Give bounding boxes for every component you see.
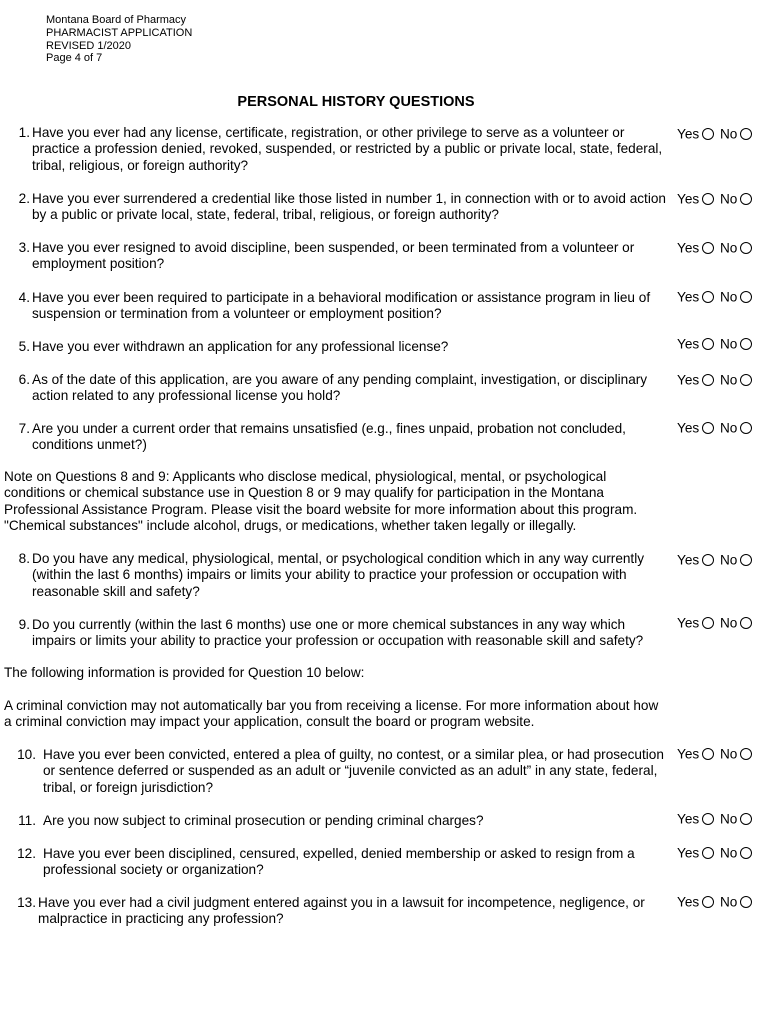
question-text: As of the date of this application, are you aware of any pending complaint, investigation, or disciplinary action related to any professional license you hold? bbox=[32, 372, 648, 404]
no-label: No bbox=[719, 372, 738, 388]
answer-3 bbox=[677, 240, 754, 256]
no-radio[interactable] bbox=[740, 128, 752, 140]
no-radio[interactable] bbox=[740, 193, 752, 205]
yes-radio[interactable] bbox=[702, 128, 714, 140]
no-radio[interactable] bbox=[740, 896, 752, 908]
question-text: Do you have any medical, physiological, mental, or psychological condition which in any way currently (within the last 6 months) impairs or limits your ability to practice your profession or occupation with reasonable skill and safety? bbox=[32, 551, 645, 599]
answer-6 bbox=[677, 372, 754, 388]
page-title: PERSONAL HISTORY QUESTIONS bbox=[237, 94, 475, 110]
question-text: Have you ever been disciplined, censured, expelled, denied membership or asked to resign from a professional society or organization? bbox=[43, 846, 635, 878]
yes-label: Yes bbox=[677, 126, 700, 142]
question-text: Have you ever resigned to avoid discipline, been suspended, or been terminated from a volunteer or employment position? bbox=[32, 240, 635, 272]
yes-label: Yes bbox=[677, 191, 700, 207]
yes-label: Yes bbox=[677, 420, 700, 436]
question-text: Have you ever been convicted, entered a plea of guilty, no contest, or a similar plea, or had prosecution or sentence deferred or suspended as an adult or “juvenile convicted as an adult” in any state, federal, tribal, or foreign jurisdiction? bbox=[43, 747, 664, 795]
answer-8 bbox=[677, 552, 754, 568]
no-radio[interactable] bbox=[740, 242, 752, 254]
yes-radio[interactable] bbox=[702, 422, 714, 434]
yes-radio[interactable] bbox=[702, 813, 714, 825]
no-label: No bbox=[719, 191, 738, 207]
yes-radio[interactable] bbox=[702, 374, 714, 386]
question-number: 5. bbox=[18, 339, 30, 354]
question-number: 8. bbox=[18, 551, 30, 566]
question-number: 13. bbox=[17, 895, 36, 910]
question-text: Have you ever surrendered a credential like those listed in number 1, in connection with or to avoid action by a public or private local, state, federal, tribal, religious, or foreign authority? bbox=[32, 191, 666, 223]
note-question-10-intro: The following information is provided for Question 10 below: bbox=[4, 665, 365, 680]
header-revision: REVISED 1/2020 bbox=[46, 39, 131, 52]
question-text: Are you under a current order that remains unsatisfied (e.g., fines unpaid, probation not concluded, conditions unmet?) bbox=[32, 421, 626, 453]
yes-label: Yes bbox=[677, 240, 700, 256]
question-number: 2. bbox=[18, 191, 30, 206]
yes-radio[interactable] bbox=[702, 896, 714, 908]
form-header bbox=[46, 14, 192, 65]
question-number: 6. bbox=[18, 372, 30, 387]
yes-radio[interactable] bbox=[702, 242, 714, 254]
yes-label: Yes bbox=[677, 845, 700, 861]
question-number: 3. bbox=[18, 240, 30, 255]
yes-radio[interactable] bbox=[702, 338, 714, 350]
question-text: Have you ever been required to participate in a behavioral modification or assistance program in lieu of suspension or termination from a volunteer or employment position? bbox=[32, 290, 651, 322]
answer-7 bbox=[677, 420, 754, 436]
note-questions-8-9: Note on Questions 8 and 9: Applicants who disclose medical, physiological, mental, or psychological conditions or chemical substance use in Question 8 or 9 may qualify for participation in the Montana Professional Assistance Program. Please visit the board website for more information about this program. "Chemical substances" include alcohol, drugs, or medications, whether taken legally or illegally. bbox=[4, 469, 638, 534]
no-label: No bbox=[719, 552, 738, 568]
yes-radio[interactable] bbox=[702, 617, 714, 629]
yes-radio[interactable] bbox=[702, 748, 714, 760]
yes-radio[interactable] bbox=[702, 193, 714, 205]
header-board: Montana Board of Pharmacy bbox=[46, 14, 187, 26]
question-text: Have you ever withdrawn an application for any professional license? bbox=[32, 339, 449, 354]
no-label: No bbox=[719, 240, 738, 256]
header-form-name: PHARMACIST APPLICATION bbox=[46, 26, 193, 39]
yes-label: Yes bbox=[677, 372, 700, 388]
no-label: No bbox=[719, 126, 738, 142]
yes-label: Yes bbox=[677, 289, 700, 305]
no-label: No bbox=[719, 289, 738, 305]
yes-radio[interactable] bbox=[702, 847, 714, 859]
answer-10 bbox=[677, 746, 754, 762]
question-number: 11. bbox=[18, 813, 36, 828]
no-radio[interactable] bbox=[740, 748, 752, 760]
answer-11 bbox=[677, 811, 754, 827]
question-text: Do you currently (within the last 6 months) use one or more chemical substances in any way which impairs or limits your ability to practice your profession or occupation with reasonable skill and safety? bbox=[32, 617, 644, 649]
no-radio[interactable] bbox=[740, 291, 752, 303]
answer-12 bbox=[677, 845, 754, 861]
no-radio[interactable] bbox=[740, 338, 752, 350]
yes-label: Yes bbox=[677, 811, 700, 827]
yes-label: Yes bbox=[677, 894, 700, 910]
yes-label: Yes bbox=[677, 552, 700, 568]
yes-label: Yes bbox=[677, 746, 700, 762]
no-radio[interactable] bbox=[740, 422, 752, 434]
no-label: No bbox=[719, 894, 738, 910]
no-label: No bbox=[719, 336, 738, 352]
question-number: 9. bbox=[18, 617, 30, 632]
no-label: No bbox=[719, 811, 738, 827]
no-radio[interactable] bbox=[740, 847, 752, 859]
no-radio[interactable] bbox=[740, 813, 752, 825]
note-question-10-body: A criminal conviction may not automatically bar you from receiving a license. For more information about how a criminal conviction may impact your application, consult the board or program website. bbox=[4, 698, 659, 730]
question-text: Have you ever had any license, certificate, registration, or other privilege to serve as a volunteer or practice a profession denied, revoked, suspended, or restricted by a public or private local, state, federal, tribal, religious, or foreign authority? bbox=[32, 125, 663, 173]
answer-5 bbox=[677, 336, 754, 352]
no-label: No bbox=[719, 420, 738, 436]
answer-13 bbox=[677, 894, 754, 910]
answer-4 bbox=[677, 289, 754, 305]
question-number: 12. bbox=[17, 846, 36, 861]
header-page: Page 4 of 7 bbox=[46, 52, 103, 65]
yes-radio[interactable] bbox=[702, 554, 714, 566]
no-label: No bbox=[719, 746, 738, 762]
question-number: 1. bbox=[18, 125, 30, 140]
question-number: 4. bbox=[18, 290, 30, 305]
answer-9 bbox=[677, 615, 754, 631]
no-radio[interactable] bbox=[740, 617, 752, 629]
no-radio[interactable] bbox=[740, 374, 752, 386]
question-number: 10. bbox=[17, 747, 36, 762]
question-text: Are you now subject to criminal prosecution or pending criminal charges? bbox=[43, 813, 484, 828]
no-radio[interactable] bbox=[740, 554, 752, 566]
no-label: No bbox=[719, 615, 738, 631]
answer-1 bbox=[677, 126, 754, 142]
question-number: 7. bbox=[18, 421, 30, 436]
no-label: No bbox=[719, 845, 738, 861]
question-text: Have you ever had a civil judgment entered against you in a lawsuit for incompetence, negligence, or malpractice in practicing any profession? bbox=[38, 895, 645, 927]
yes-label: Yes bbox=[677, 615, 700, 631]
yes-radio[interactable] bbox=[702, 291, 714, 303]
yes-label: Yes bbox=[677, 336, 700, 352]
answer-2 bbox=[677, 191, 754, 207]
